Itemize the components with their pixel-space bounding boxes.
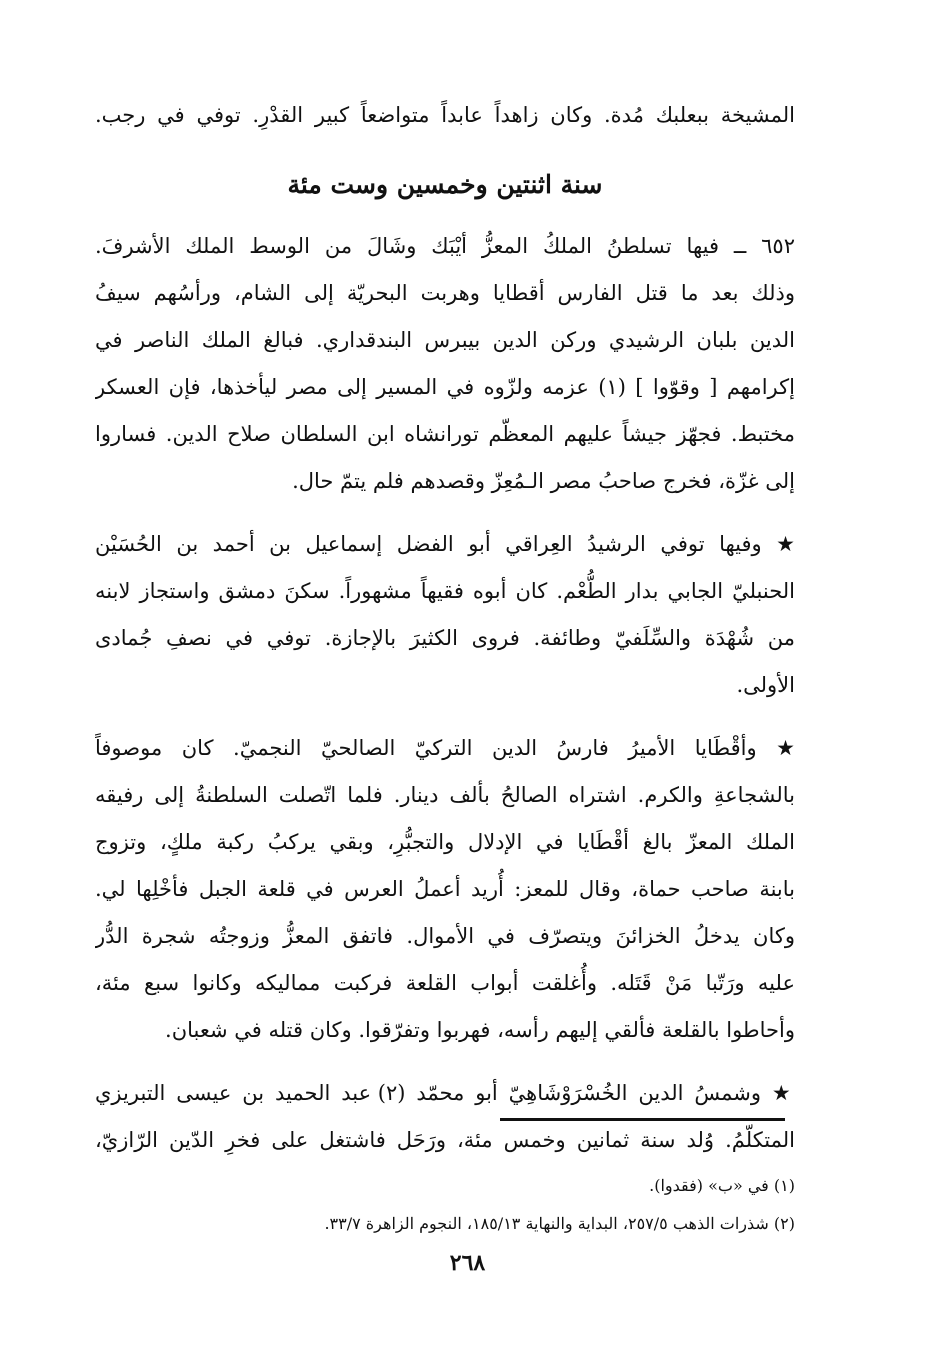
- paragraph-line: الملك المعزّ بالغ أقْطَايا في الإدلال والتجبُّرِ، وبقي يركبُ ركبة ملكٍ، وتزوج: [95, 830, 795, 854]
- page-number: ٢٦٨: [449, 1250, 486, 1276]
- paragraph-line: ٦٥٢ ــ فيها تسلطنُ الملكُ المعزُّ أيْبَك وشَالَ من الوسط الملك الأشرفَ.: [95, 234, 795, 258]
- paragraph-aqtaya: [95, 725, 795, 1054]
- paragraph-rashid-iraqi: [95, 521, 795, 709]
- paragraph-line: وأحاطوا بالقلعة فألقي إليهم رأسه، فهربوا وتفرّقوا. وكان قتله في شعبان.: [165, 1018, 795, 1042]
- footnote-2: (٢) شذرات الذهب ٢٥٧/٥، البداية والنهاية ١٨٥/١٣، النجوم الزاهرة ٣٣/٧.: [324, 1214, 795, 1233]
- paragraph-line: إكرامهم [ وقوّوا ] (١) عزمه ولزّوه في المسير إلى مصر ليأخذها، فإن العسكر: [95, 375, 795, 399]
- paragraph-line: بابنة صاحب حماة، وقال للمعز: أُريد أعملُ العرس في قلعة الجبل فأخْلِها لي.: [95, 877, 795, 901]
- paragraph-year-events: [95, 223, 795, 505]
- paragraph-line: الأولى.: [736, 673, 795, 697]
- paragraph-line: ★ وشمسُ الدين الخُسْرَوْشَاهِيّ أبو محمّد (٢) عبد الحميد بن عيسى التبريزي: [95, 1081, 795, 1105]
- footnote-1: (١) في «ب» (فقدوا).: [649, 1176, 795, 1195]
- paragraph-line: بالشجاعةِ والكرم. اشتراه الصالحُ بألف دينار. فلما اتّصلت السلطنةُ إلى رفيقه: [95, 783, 795, 807]
- paragraph-line: من شُهْدَة والسِّلَفيّ وطائفة. فروى الكثيرَ بالإجازة. توفي في نصفِ جُمادى: [95, 626, 795, 650]
- paragraph-line: ★ وأقْطَايا الأميرُ فارسُ الدين التركيّ الصالحيّ النجميّ. كان موصوفاً: [95, 736, 795, 760]
- paragraph-line: عليه ورَتّبا مَنْ قَتَله. وأُغلقت أبواب القلعة فركبت مماليكه وكانوا سبع مئة،: [95, 971, 795, 995]
- opening-text-line: المشيخة ببعلبك مُدة. وكان زاهداً عابداً متواضعاً كبير القدْرِ. توفي في رجب.: [95, 103, 795, 127]
- paragraph-line: المتكلّمُ. وُلد سنة ثمانين وخمس مئة، ورَحَل فاشتغل على فخرِ الدّين الرّازيّ،: [95, 1128, 795, 1152]
- paragraph-line: إلى غزّة، فخرج صاحبُ مصر الـمُعِزّ وقصدهم فلم يتمّ حال.: [292, 469, 795, 493]
- paragraph-line: مختبط. فجهّز جيشاً عليهم المعظّم تورانشاه ابن السلطان صلاح الدين. فساروا: [95, 422, 795, 446]
- paragraph-line: وكان يدخلُ الخزائنَ ويتصرّف في الأموال. فاتفق المعزُّ وزوجتُه شجرة الدُّر: [95, 924, 795, 948]
- paragraph-line: الحنبليّ الجابي بدار الطُّعْم. كان أبوه فقيهاً مشهوراً. سكنَ دمشق واستجاز لابنه: [95, 579, 795, 603]
- paragraph-line: الدين بلبان الرشيدي وركن الدين بيبرس البندقداري. فبالغ الملك الناصر في: [95, 328, 795, 352]
- footnote-divider: [500, 1118, 785, 1121]
- paragraph-line: وذلك بعد ما قتل الفارس أقطايا وهربت البحريّة إلى الشام، ورأسُهم سيفُ: [95, 281, 795, 305]
- paragraph-line: ★ وفيها توفي الرشيدُ العِراقي أبو الفضل إسماعيل بن أحمد بن الحُسَيْن: [95, 532, 795, 556]
- paragraph-shams-al-din: [95, 1070, 795, 1164]
- year-heading: سنة اثنتين وخمسين وست مئة: [287, 170, 603, 199]
